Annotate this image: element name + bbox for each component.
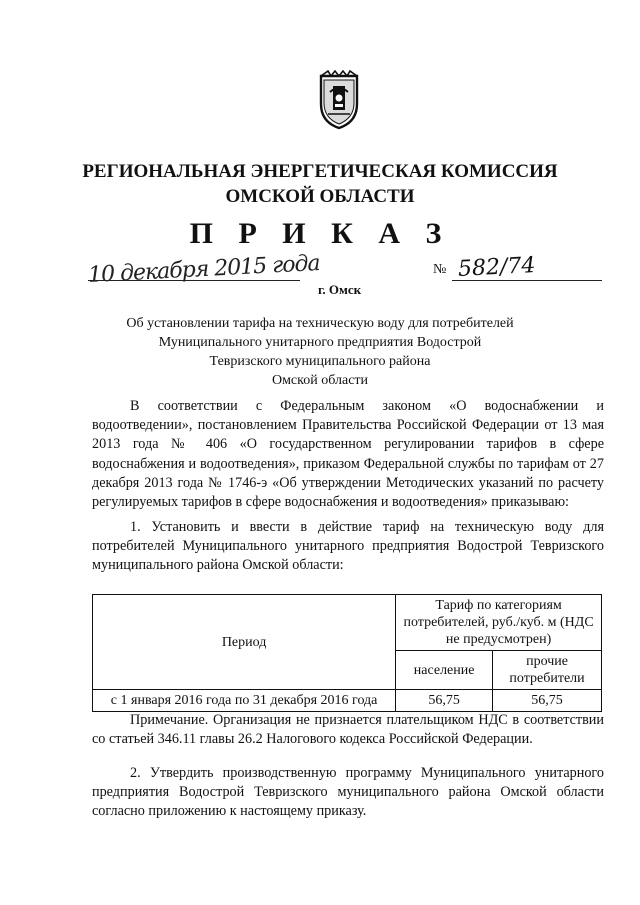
number-label: № — [433, 262, 447, 277]
cell-population: 56,75 — [396, 690, 493, 712]
table-row — [93, 690, 602, 712]
preamble-paragraph: В соответствии с Федеральным законом «О водоснабжении и водоотведении», постановлением Правительства Российской Федерации от 13 мая 2013 года № 406 «О государственном регулировании тарифов в сфере водоснабжения и водоотведения», приказом Федеральной службы по тарифам от 27 декабря 2013 года № 1746-э «Об утверждении Методических указаний по расчету регулируемых тарифов в сфере водоснабжения и водоотведения» приказываю: — [92, 398, 604, 511]
tariff-table — [92, 594, 602, 712]
cell-other: 56,75 — [493, 690, 602, 712]
organization-name-line1: РЕГИОНАЛЬНАЯ ЭНЕРГЕТИЧЕСКАЯ КОМИССИЯ — [82, 161, 558, 182]
subject-line: Омской области — [271, 373, 369, 388]
header-other: прочие потребители — [493, 651, 602, 690]
organization-name-line2: ОМСКОЙ ОБЛАСТИ — [225, 186, 415, 207]
subject-line: Об установлении тарифа на техническую воду для потребителей — [126, 316, 514, 331]
clause-1-paragraph: 1. Установить и ввести в действие тариф на техническую воду для потребителей Муниципального унитарного предприятия Водострой Тевризского муниципального района Омской области: — [92, 519, 604, 574]
table-header-row — [93, 595, 602, 651]
handwritten-date: 10 декабря 2015 года — [87, 250, 321, 289]
note-paragraph: Примечание. Организация не признается плательщиком НДС в соответствии со статьей 346.11 главы 26.2 Налогового кодекса Российской Федерации. — [92, 712, 604, 748]
document-type-title: П Р И К А З — [189, 217, 451, 250]
cell-period: с 1 января 2016 года по 31 декабря 2016 года — [93, 690, 396, 712]
city-label: г. Омск — [318, 282, 362, 297]
omsk-coat-of-arms-icon — [318, 70, 360, 130]
order-subject — [100, 314, 540, 390]
header-tariff: Тариф по категориям потребителей, руб./куб. м (НДС не предусмотрен) — [396, 595, 602, 651]
header-period: Период — [93, 595, 396, 690]
clause-2-paragraph: 2. Утвердить производственную программу Муниципального унитарного предприятия Водострой Тевризского муниципального района Омской области согласно приложению к настоящему приказу. — [92, 765, 604, 820]
number-underline — [452, 280, 602, 281]
subject-line: Муниципального унитарного предприятия Водострой — [158, 335, 482, 350]
subject-line: Тевризского муниципального района — [209, 354, 431, 369]
header-population: население — [396, 651, 493, 690]
date-underline — [88, 280, 300, 281]
handwritten-number: 582/74 — [457, 252, 537, 283]
